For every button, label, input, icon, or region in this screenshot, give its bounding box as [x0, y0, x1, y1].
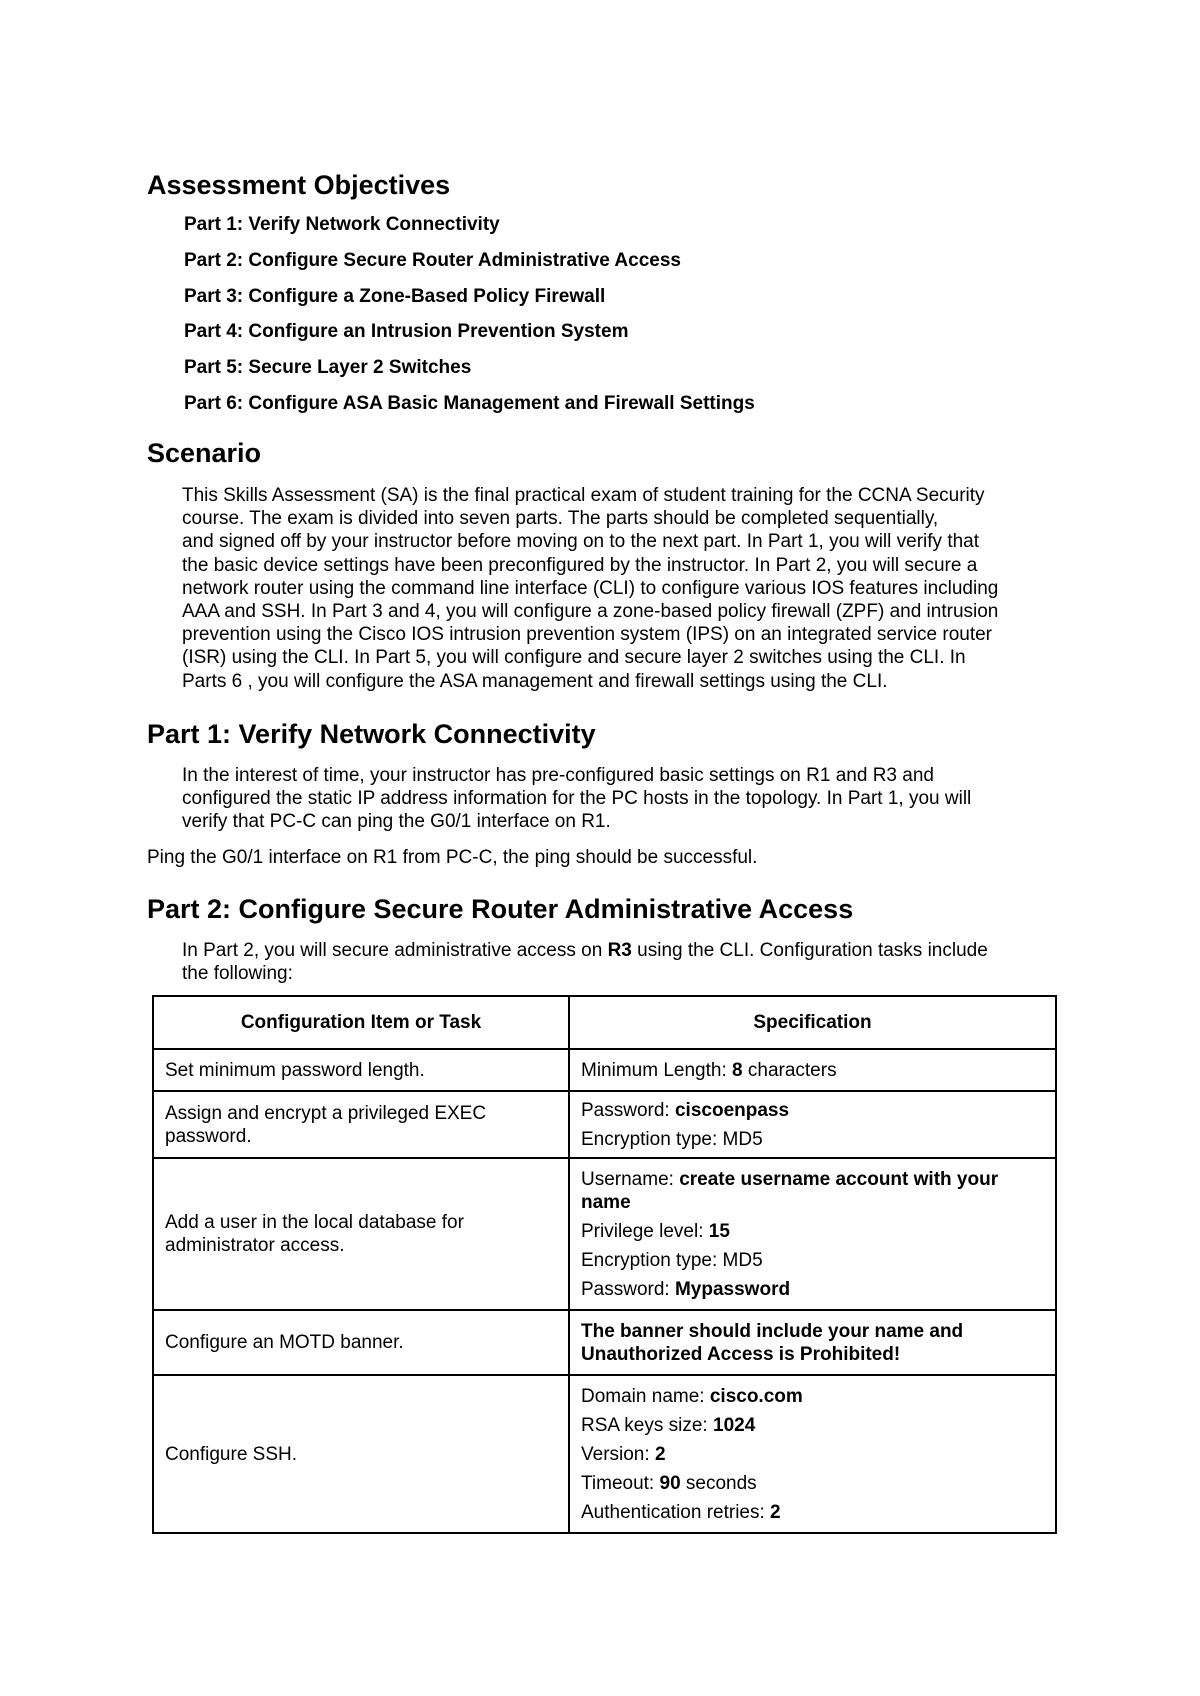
spec-label: Domain name:: [581, 1385, 710, 1407]
spec-label: Authentication retries:: [581, 1501, 771, 1523]
task-cell: [153, 1375, 569, 1533]
objective-item: Part 2: Configure Secure Router Administrative Access: [184, 250, 681, 271]
spec-line: [581, 1220, 1044, 1243]
ping-note-text: Ping the G0/1 interface on R1 from PC-C, the ping should be successful.: [147, 847, 758, 868]
spec-label: RSA keys size:: [581, 1414, 713, 1436]
part2-intro-line2: the following:: [182, 963, 293, 985]
scenario-line: AAA and SSH. In Part 3 and 4, you will configure a zone-based policy firewall (ZPF) and intrusion: [182, 601, 999, 623]
spec-label: Privilege level:: [581, 1220, 709, 1242]
spec-line: [581, 1472, 1044, 1495]
spec-cell: [569, 1310, 1056, 1375]
task-cell: [153, 1310, 569, 1375]
spec-value: 90: [659, 1472, 681, 1494]
spec-line: [581, 1278, 1044, 1301]
table-row: [153, 1375, 1056, 1533]
task-line: Configure an MOTD banner.: [165, 1332, 404, 1353]
scenario-line: the basic device settings have been preconfigured by the instructor. In Part 2, you will secure a: [182, 554, 978, 576]
part2-heading: Part 2: Configure Secure Router Administrative Access: [147, 894, 854, 924]
scenario-line: (ISR) using the CLI. In Part 5, you will configure and secure layer 2 switches using the CLI. In: [182, 647, 966, 669]
spec-label: Minimum Length:: [581, 1059, 733, 1081]
part1-heading: Part 1: Verify Network Connectivity: [147, 719, 596, 749]
part2-intro-post: using the CLI. Configuration tasks include: [631, 940, 988, 961]
objective-item: Part 3: Configure a Zone-Based Policy Firewall: [184, 286, 606, 307]
spec-label: Password:: [581, 1278, 675, 1300]
spec-line: [581, 1249, 1044, 1272]
scenario-line: network router using the command line interface (CLI) to configure various IOS features including: [182, 577, 999, 599]
spec-suffix: characters: [742, 1059, 837, 1081]
spec-value: 8: [732, 1059, 743, 1081]
spec-line: [581, 1320, 1044, 1343]
spec-value: ciscoenpass: [674, 1099, 790, 1121]
scenario-heading: Scenario: [147, 438, 262, 468]
task-line: Add a user in the local database for: [165, 1212, 464, 1233]
spec-value: 1024: [713, 1414, 756, 1436]
configuration-table: [152, 995, 1057, 1534]
table-row: [153, 1091, 1056, 1158]
assessment-objectives-heading: Assessment Objectives: [147, 170, 451, 200]
spec-value: name: [581, 1191, 631, 1213]
spec-label: Timeout:: [581, 1472, 660, 1494]
spec-line: [581, 1191, 1044, 1214]
spec-line: [581, 1343, 1044, 1366]
task-line: administrator access.: [165, 1235, 345, 1256]
spec-value: Mypassword: [674, 1278, 791, 1300]
spec-suffix: seconds: [680, 1472, 757, 1494]
spec-label: Username:: [581, 1168, 680, 1190]
spec-label: Encryption type: MD5: [581, 1249, 763, 1271]
spec-value: create username account with your: [679, 1168, 999, 1190]
spec-value: 2: [654, 1443, 666, 1465]
header-spec: Specification: [569, 996, 1056, 1049]
part2-intro-line: [182, 939, 988, 962]
objective-item: Part 6: Configure ASA Basic Management and Firewall Settings: [184, 393, 755, 414]
task-line: Configure SSH.: [165, 1443, 298, 1465]
spec-label: Password:: [581, 1099, 675, 1121]
objective-item: Part 5: Secure Layer 2 Switches: [184, 357, 472, 378]
scenario-line: Parts 6 , you will configure the ASA management and firewall settings using the CLI.: [182, 670, 888, 692]
spec-cell: [569, 1158, 1056, 1310]
objective-item: Part 4: Configure an Intrusion Prevention System: [184, 321, 629, 342]
spec-line: [581, 1099, 1044, 1122]
spec-line: [581, 1414, 1044, 1437]
spec-value: cisco.com: [709, 1385, 803, 1407]
task-line: password.: [165, 1125, 252, 1147]
table-header-row: [153, 996, 1056, 1049]
scenario-line: prevention using the Cisco IOS intrusion prevention system (IPS) on an integrated service router: [182, 624, 993, 646]
spec-value: 2: [770, 1501, 781, 1523]
scenario-paragraph: [182, 484, 998, 693]
part1-line: configured the static IP address information for the PC hosts in the topology. In Part 1, you will: [182, 788, 972, 810]
spec-line: [581, 1059, 1044, 1082]
part2-intro-pre: In Part 2, you will secure administrative access on: [182, 940, 608, 961]
scenario-line: This Skills Assessment (SA) is the final practical exam of student training for the CCNA Security: [182, 485, 985, 506]
ping-note: [147, 846, 757, 869]
spec-line: [581, 1128, 1044, 1151]
table-row: [153, 1049, 1056, 1091]
objective-item: Part 1: Verify Network Connectivity: [184, 214, 500, 235]
spec-cell: [569, 1375, 1056, 1533]
spec-label: Encryption type: MD5: [581, 1128, 763, 1150]
part2-intro-device: R3: [607, 940, 632, 961]
task-line: Set minimum password length.: [165, 1059, 425, 1081]
part1-line: verify that PC-C can ping the G0/1 interface on R1.: [182, 811, 611, 833]
spec-line: [581, 1501, 1044, 1524]
table-row: [153, 1310, 1056, 1375]
part1-paragraph: [182, 764, 971, 834]
header-task: Configuration Item or Task: [153, 996, 569, 1049]
spec-line: [581, 1385, 1044, 1408]
spec-value: Unauthorized Access is Prohibited!: [581, 1343, 901, 1365]
spec-label: Version:: [581, 1443, 655, 1465]
task-line: Assign and encrypt a privileged EXEC: [165, 1102, 487, 1124]
part2-intro: [182, 939, 988, 985]
spec-line: [581, 1168, 1044, 1191]
task-cell: [153, 1049, 569, 1091]
task-cell: [153, 1158, 569, 1310]
task-cell: [153, 1091, 569, 1158]
part1-line: In the interest of time, your instructor has pre-configured basic settings on R1 and R3 and: [182, 765, 934, 786]
spec-line: [581, 1443, 1044, 1466]
scenario-line: course. The exam is divided into seven parts. The parts should be completed sequentially,: [182, 508, 939, 530]
spec-cell: [569, 1091, 1056, 1158]
scenario-line: and signed off by your instructor before moving on to the next part. In Part 1, you will verify that: [182, 531, 980, 553]
spec-value: The banner should include your name and: [581, 1320, 964, 1342]
spec-cell: [569, 1049, 1056, 1091]
table-row: [153, 1158, 1056, 1310]
spec-value: 15: [708, 1220, 730, 1242]
